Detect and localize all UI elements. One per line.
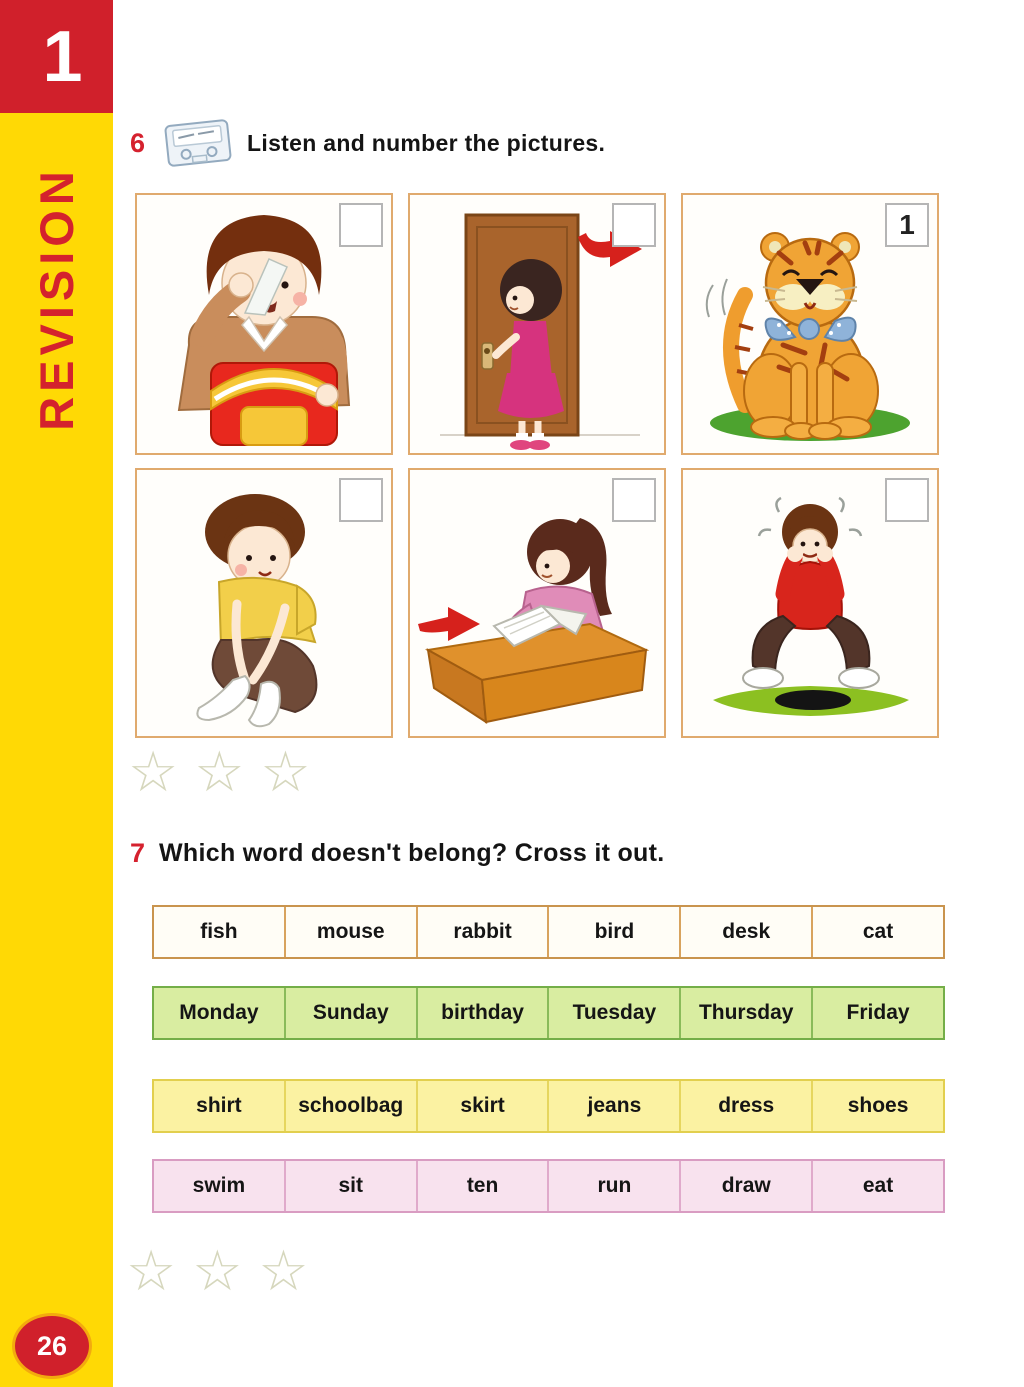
word-cell[interactable]: Thursday	[681, 988, 813, 1038]
star-icon: ☆	[194, 740, 261, 803]
word-cell[interactable]: run	[549, 1161, 681, 1211]
exercise6-stars	[128, 740, 327, 803]
picture-tiger-wagging-tail	[681, 193, 939, 455]
word-cell[interactable]: ten	[418, 1161, 550, 1211]
picture-boy-squatting-over-mat	[681, 468, 939, 738]
revision-banner	[0, 148, 113, 448]
exercise6-title: Listen and number the pictures.	[247, 129, 606, 156]
word-row-verbs	[152, 1159, 945, 1213]
word-cell[interactable]: eat	[862, 1174, 894, 1197]
word-cell[interactable]: Tuesday	[549, 988, 681, 1038]
page-number-badge	[15, 1316, 89, 1376]
exercise6-picture-grid	[135, 193, 939, 738]
word-cell[interactable]: Friday	[846, 1001, 910, 1024]
word-cell[interactable]: Sunday	[286, 988, 418, 1038]
word-cell[interactable]: shoes	[847, 1094, 909, 1117]
word-cell[interactable]: cat	[862, 920, 894, 943]
exercise7-stars	[126, 1239, 325, 1302]
word-cell[interactable]: birthday	[418, 988, 550, 1038]
star-icon: ☆	[260, 740, 327, 803]
answer-box-2[interactable]	[612, 203, 656, 247]
exercise7-header	[130, 838, 664, 869]
picture-girl-at-door	[408, 193, 666, 455]
picture-boy-putting-on-socks	[135, 468, 393, 738]
word-row-days	[152, 986, 945, 1040]
revision-label: REVISION	[30, 165, 84, 431]
word-cell[interactable]: fish	[154, 907, 286, 957]
word-cell[interactable]: skirt	[418, 1081, 550, 1131]
word-cell[interactable]: Monday	[154, 988, 286, 1038]
word-cell[interactable]: rabbit	[418, 907, 550, 957]
star-icon: ☆	[192, 1239, 259, 1302]
word-cell[interactable]: bird	[549, 907, 681, 957]
word-row-clothes	[152, 1079, 945, 1133]
picture-girl-reading-at-desk	[408, 468, 666, 738]
word-row-animals	[152, 905, 945, 959]
exercise6-number: 6	[130, 127, 146, 158]
star-icon: ☆	[126, 1239, 193, 1302]
cassette-icon	[163, 117, 233, 170]
answer-box-5[interactable]	[612, 478, 656, 522]
word-cell[interactable]: shirt	[154, 1081, 286, 1131]
exercise7-number: 7	[130, 838, 146, 868]
answer-box-3[interactable]: 1	[885, 203, 929, 247]
picture-boy-licking-paper-with-schoolbag	[135, 193, 393, 455]
word-cell[interactable]: swim	[154, 1161, 286, 1211]
answer-box-1[interactable]	[339, 203, 383, 247]
word-cell[interactable]: sit	[286, 1161, 418, 1211]
unit-number: 1	[42, 16, 83, 97]
word-cell[interactable]: desk	[681, 907, 813, 957]
word-cell[interactable]: schoolbag	[286, 1081, 418, 1131]
exercise6-header	[130, 120, 605, 166]
answer-box-6[interactable]	[885, 478, 929, 522]
word-cell[interactable]: draw	[681, 1161, 813, 1211]
page-number: 26	[36, 1330, 68, 1361]
exercise7-title: Which word doesn't belong? Cross it out.	[159, 839, 665, 867]
word-cell[interactable]: jeans	[549, 1081, 681, 1131]
star-icon: ☆	[128, 740, 195, 803]
sidebar	[0, 0, 113, 1387]
star-icon: ☆	[258, 1239, 325, 1302]
word-cell[interactable]: dress	[681, 1081, 813, 1131]
word-cell[interactable]: mouse	[286, 907, 418, 957]
answer-box-4[interactable]	[339, 478, 383, 522]
unit-number-box	[0, 0, 113, 113]
